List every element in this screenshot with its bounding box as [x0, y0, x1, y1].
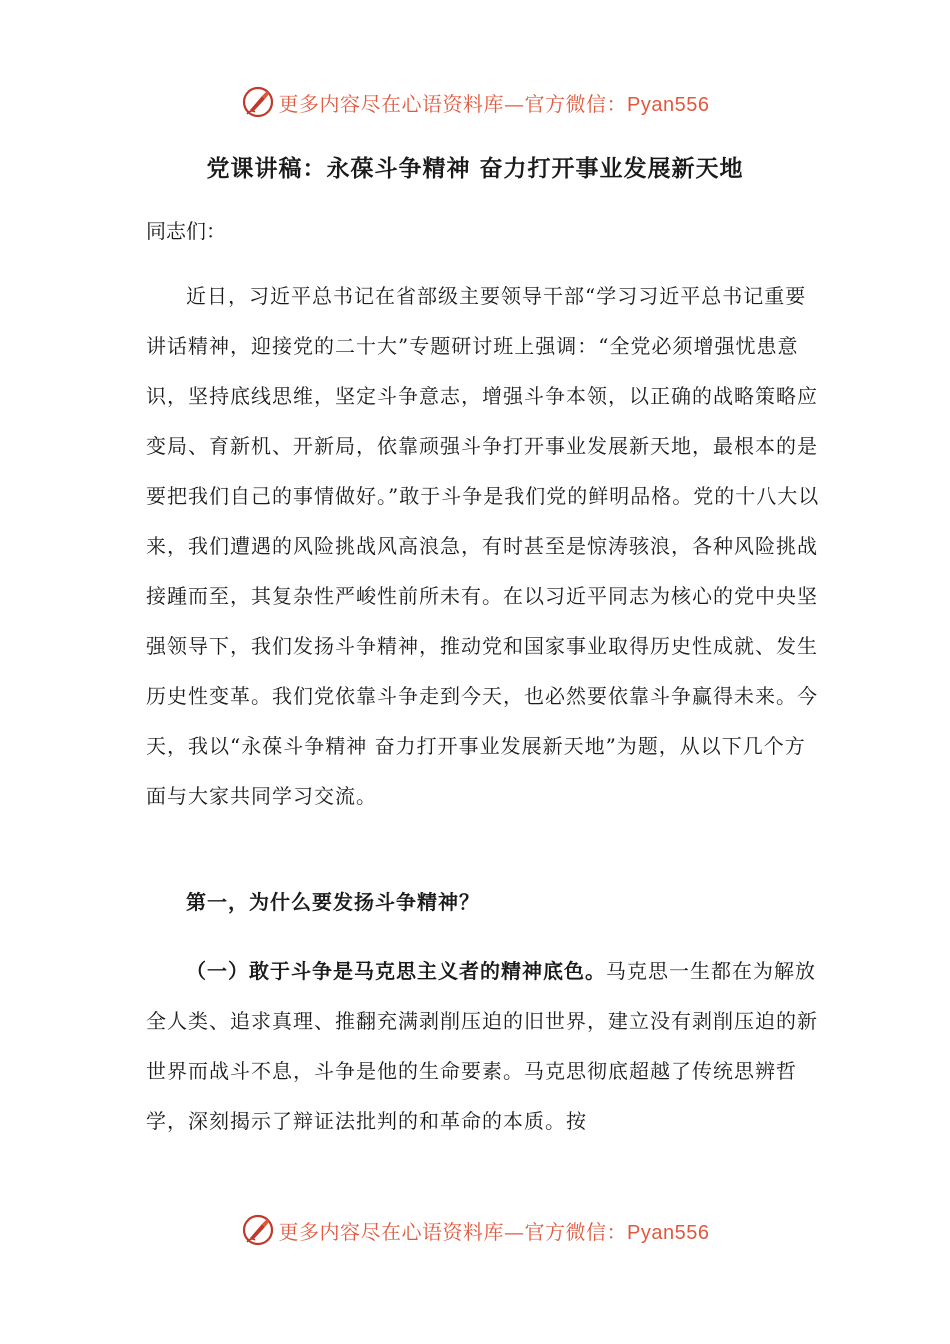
document-title: 党课讲稿：永葆斗争精神 奋力打开事业发展新天地: [206, 156, 744, 182]
wechat-id: Pyan556: [627, 93, 710, 116]
pen-logo-icon: [241, 85, 275, 119]
banner-text: [279, 1216, 710, 1245]
subsection-paragraph: [146, 946, 826, 1146]
header-banner: [0, 82, 950, 122]
banner-label: 更多内容尽在心语资料库—官方微信：: [278, 1219, 628, 1244]
banner-text: [279, 88, 710, 117]
banner-label: 更多内容尽在心语资料库—官方微信：: [278, 91, 628, 116]
intro-paragraph: 近日，习近平总书记在省部级主要领导干部“学习习近平总书记重要讲话精神，迎接党的二十大”专题研讨班上强调：“全党必须增强忧患意识，坚持底线思维，坚定斗争意志，增强斗争本领，以正确的战略策略应变局、育新机、开新局，依靠顽强斗争打开事业发展新天地，最根本的是要把我们自己的事情做好。”敢于斗争是我们党的鲜明品格。党的十八大以来，我们遭遇的风险挑战风高浪急，有时甚至是惊涛骇浪，各种风险挑战接踵而至，其复杂性严峻性前所未有。在以习近平同志为核心的党中央坚强领导下，我们发扬斗争精神，推动党和国家事业取得历史性成就、发生历史性变革。我们党依靠斗争走到今天，也必然要依靠斗争赢得未来。今天，我以“永葆斗争精神 奋力打开事业发展新天地”为题，从以下几个方面与大家共同学习交流。: [146, 284, 820, 808]
wechat-id: Pyan556: [627, 1221, 710, 1244]
subsection-lead: （一）敢于斗争是马克思主义者的精神底色。: [186, 959, 606, 983]
greeting: 同志们：: [146, 219, 226, 243]
section-heading: 第一，为什么要发扬斗争精神？: [186, 890, 480, 914]
footer-banner: [0, 1210, 950, 1250]
subsection-body: 马克思一生都在为解放全人类、追求真理、推翻充满剥削压迫的旧世界，建立没有剥削压迫的新世界而战斗不息，斗争是他的生命要素。马克思彻底超越了传统思辨哲学，深刻揭示了辩证法批判的和革命的本质。按: [146, 959, 818, 1133]
pen-logo-icon: [241, 1213, 275, 1247]
